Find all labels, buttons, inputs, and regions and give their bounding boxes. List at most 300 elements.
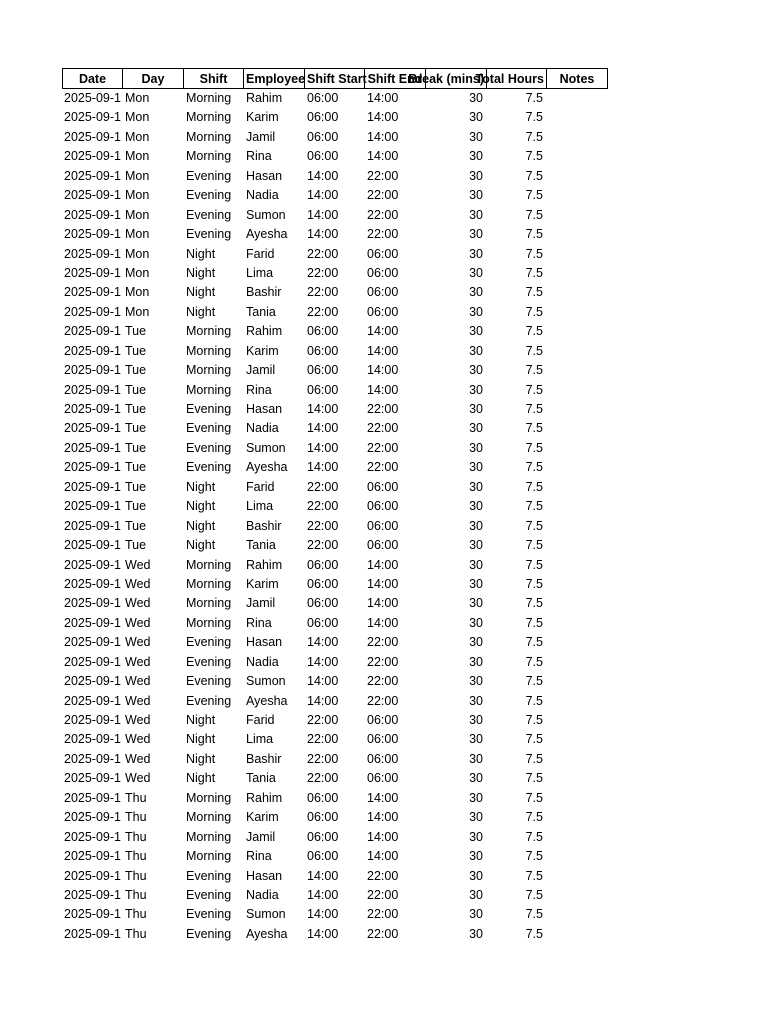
cell-shift[interactable]: Evening [186,654,232,669]
cell-date[interactable]: 2025-09-1 [64,382,121,397]
cell-shift-start[interactable]: 14:00 [307,887,339,902]
cell-break-mins[interactable]: 30 [469,207,483,222]
cell-shift[interactable]: Morning [186,110,232,125]
cell-date[interactable]: 2025-09-1 [64,635,121,650]
cell-employee[interactable]: Lima [246,732,274,747]
cell-break-mins[interactable]: 30 [469,751,483,766]
cell-shift-start[interactable]: 22:00 [307,713,339,727]
cell-date[interactable]: 2025-09-1 [64,402,121,416]
cell-shift[interactable]: Evening [186,460,232,475]
cell-break-mins[interactable]: 30 [469,168,483,183]
cell-shift[interactable]: Morning [186,129,232,144]
cell-notes[interactable] [547,575,608,594]
cell-total-hours[interactable]: 7.5 [525,713,543,727]
cell-shift[interactable]: Morning [186,149,232,164]
cell-day[interactable]: Tue [125,421,147,436]
cell-date[interactable]: 2025-09-1 [64,829,121,844]
cell-shift-end[interactable]: 22:00 [367,207,399,222]
cell-shift-start[interactable]: 22:00 [307,732,339,747]
cell-notes[interactable] [547,497,608,516]
cell-day[interactable]: Tue [125,402,147,416]
cell-employee[interactable]: Farid [246,246,275,261]
cell-shift-start[interactable]: 22:00 [307,499,339,514]
cell-shift-start[interactable]: 14:00 [307,421,339,436]
cell-total-hours[interactable]: 7.5 [525,518,543,533]
cell-notes[interactable] [547,400,608,419]
cell-date[interactable]: 2025-09-1 [64,499,121,514]
cell-total-hours[interactable]: 7.5 [525,363,543,378]
cell-notes[interactable] [547,847,608,866]
cell-shift-start[interactable]: 06:00 [307,849,339,864]
cell-break-mins[interactable]: 30 [469,615,483,630]
cell-notes[interactable] [547,905,608,924]
cell-employee[interactable]: Rahim [246,557,283,572]
cell-shift[interactable]: Evening [186,188,232,203]
cell-shift-end[interactable]: 14:00 [367,810,399,825]
cell-shift-end[interactable]: 14:00 [367,596,399,611]
cell-shift-start[interactable]: 14:00 [307,227,339,242]
cell-shift-start[interactable]: 14:00 [307,635,339,650]
cell-shift-start[interactable]: 06:00 [307,790,339,805]
cell-employee[interactable]: Sumon [246,907,286,922]
header-day[interactable]: Day [123,68,184,89]
cell-date[interactable]: 2025-09-1 [64,868,121,883]
cell-notes[interactable] [547,925,608,944]
cell-employee[interactable]: Sumon [246,207,286,222]
cell-shift-start[interactable]: 06:00 [307,110,339,125]
header-employee[interactable]: Employee [244,68,305,89]
cell-break-mins[interactable]: 30 [469,732,483,747]
cell-date[interactable]: 2025-09-1 [64,596,121,611]
cell-shift-end[interactable]: 22:00 [367,168,399,183]
cell-day[interactable]: Wed [125,557,151,572]
cell-date[interactable]: 2025-09-1 [64,576,121,591]
cell-employee[interactable]: Ayesha [246,926,288,941]
cell-notes[interactable] [547,322,608,341]
cell-shift[interactable]: Night [186,751,216,766]
cell-notes[interactable] [547,167,608,186]
cell-shift-end[interactable]: 22:00 [367,674,399,689]
cell-shift-start[interactable]: 06:00 [307,557,339,572]
cell-notes[interactable] [547,672,608,691]
cell-shift-start[interactable]: 14:00 [307,926,339,941]
cell-date[interactable]: 2025-09-1 [64,440,121,455]
cell-employee[interactable]: Rahim [246,91,283,105]
cell-break-mins[interactable]: 30 [469,499,483,514]
cell-shift[interactable]: Evening [186,868,232,883]
cell-notes[interactable] [547,264,608,283]
cell-employee[interactable]: Rahim [246,324,283,339]
cell-employee[interactable]: Karim [246,810,279,825]
cell-day[interactable]: Thu [125,887,147,902]
cell-break-mins[interactable]: 30 [469,868,483,883]
cell-employee[interactable]: Sumon [246,440,286,455]
cell-notes[interactable] [547,614,608,633]
cell-date[interactable]: 2025-09-1 [64,751,121,766]
cell-day[interactable]: Tue [125,343,147,358]
header-shift-start[interactable]: Shift Start [305,68,365,89]
cell-date[interactable]: 2025-09-1 [64,693,121,708]
cell-shift-start[interactable]: 22:00 [307,285,339,300]
cell-shift-end[interactable]: 14:00 [367,110,399,125]
cell-day[interactable]: Thu [125,829,147,844]
cell-date[interactable]: 2025-09-1 [64,168,121,183]
cell-notes[interactable] [547,886,608,905]
cell-day[interactable]: Thu [125,849,147,864]
cell-notes[interactable] [547,147,608,166]
cell-shift-end[interactable]: 22:00 [367,402,399,416]
cell-shift[interactable]: Morning [186,829,232,844]
cell-break-mins[interactable]: 30 [469,285,483,300]
cell-shift-start[interactable]: 06:00 [307,343,339,358]
cell-date[interactable]: 2025-09-1 [64,771,121,786]
cell-total-hours[interactable]: 7.5 [525,790,543,805]
cell-shift-start[interactable]: 06:00 [307,149,339,164]
header-shift[interactable]: Shift [184,68,244,89]
cell-day[interactable]: Tue [125,363,147,378]
cell-notes[interactable] [547,867,608,886]
cell-shift-start[interactable]: 14:00 [307,440,339,455]
cell-total-hours[interactable]: 7.5 [525,421,543,436]
cell-date[interactable]: 2025-09-1 [64,265,121,280]
cell-day[interactable]: Mon [125,265,150,280]
cell-notes[interactable] [547,789,608,808]
cell-break-mins[interactable]: 30 [469,188,483,203]
cell-shift-end[interactable]: 06:00 [367,751,399,766]
cell-notes[interactable] [547,89,608,108]
cell-day[interactable]: Mon [125,110,150,125]
cell-shift[interactable]: Morning [186,557,232,572]
cell-date[interactable]: 2025-09-1 [64,363,121,378]
cell-date[interactable]: 2025-09-1 [64,887,121,902]
cell-shift[interactable]: Night [186,538,216,553]
cell-date[interactable]: 2025-09-1 [64,343,121,358]
cell-total-hours[interactable]: 7.5 [525,188,543,203]
cell-shift[interactable]: Evening [186,926,232,941]
cell-day[interactable]: Mon [125,168,150,183]
cell-day[interactable]: Tue [125,440,147,455]
cell-shift-start[interactable]: 14:00 [307,402,339,416]
cell-shift-start[interactable]: 06:00 [307,324,339,339]
cell-day[interactable]: Tue [125,460,147,475]
cell-date[interactable]: 2025-09-1 [64,129,121,144]
cell-day[interactable]: Tue [125,518,147,533]
cell-break-mins[interactable]: 30 [469,91,483,105]
cell-shift-end[interactable]: 22:00 [367,654,399,669]
cell-shift-end[interactable]: 14:00 [367,576,399,591]
cell-break-mins[interactable]: 30 [469,363,483,378]
cell-shift-start[interactable]: 14:00 [307,907,339,922]
cell-shift[interactable]: Night [186,246,216,261]
cell-date[interactable]: 2025-09-1 [64,538,121,553]
cell-break-mins[interactable]: 30 [469,810,483,825]
cell-date[interactable]: 2025-09-1 [64,460,121,475]
cell-shift[interactable]: Evening [186,907,232,922]
cell-shift-start[interactable]: 06:00 [307,91,339,105]
cell-date[interactable]: 2025-09-1 [64,810,121,825]
cell-break-mins[interactable]: 30 [469,460,483,475]
cell-employee[interactable]: Hasan [246,868,283,883]
cell-notes[interactable] [547,633,608,652]
cell-notes[interactable] [547,478,608,497]
cell-day[interactable]: Mon [125,129,150,144]
cell-break-mins[interactable]: 30 [469,421,483,436]
cell-notes[interactable] [547,750,608,769]
cell-shift[interactable]: Night [186,771,216,786]
cell-shift-start[interactable]: 06:00 [307,382,339,397]
cell-total-hours[interactable]: 7.5 [525,499,543,514]
cell-break-mins[interactable]: 30 [469,713,483,727]
cell-day[interactable]: Wed [125,635,151,650]
cell-shift-start[interactable]: 14:00 [307,460,339,475]
cell-notes[interactable] [547,594,608,613]
cell-total-hours[interactable]: 7.5 [525,149,543,164]
cell-total-hours[interactable]: 7.5 [525,168,543,183]
cell-shift-start[interactable]: 22:00 [307,246,339,261]
cell-shift[interactable]: Night [186,479,216,494]
cell-employee[interactable]: Tania [246,538,276,553]
cell-date[interactable]: 2025-09-1 [64,421,121,436]
cell-shift-start[interactable]: 22:00 [307,304,339,319]
cell-shift[interactable]: Evening [186,440,232,455]
cell-total-hours[interactable]: 7.5 [525,907,543,922]
cell-employee[interactable]: Lima [246,499,274,514]
cell-total-hours[interactable]: 7.5 [525,732,543,747]
cell-shift[interactable]: Morning [186,382,232,397]
cell-shift[interactable]: Night [186,285,216,300]
cell-shift[interactable]: Morning [186,615,232,630]
cell-day[interactable]: Wed [125,713,151,727]
cell-date[interactable]: 2025-09-1 [64,227,121,242]
cell-notes[interactable] [547,730,608,749]
header-break-mins[interactable]: Break (mins) [426,68,487,89]
cell-shift-start[interactable]: 06:00 [307,810,339,825]
header-date[interactable]: Date [62,68,123,89]
cell-shift[interactable]: Night [186,713,216,727]
cell-notes[interactable] [547,186,608,205]
cell-total-hours[interactable]: 7.5 [525,129,543,144]
cell-shift-end[interactable]: 22:00 [367,693,399,708]
cell-total-hours[interactable]: 7.5 [525,265,543,280]
cell-total-hours[interactable]: 7.5 [525,926,543,941]
cell-notes[interactable] [547,283,608,302]
cell-shift[interactable]: Morning [186,343,232,358]
cell-shift[interactable]: Morning [186,849,232,864]
cell-day[interactable]: Mon [125,246,150,261]
cell-notes[interactable] [547,439,608,458]
cell-shift-end[interactable]: 06:00 [367,246,399,261]
cell-shift-end[interactable]: 06:00 [367,479,399,494]
cell-shift[interactable]: Morning [186,324,232,339]
cell-total-hours[interactable]: 7.5 [525,246,543,261]
cell-notes[interactable] [547,419,608,438]
cell-employee[interactable]: Bashir [246,518,282,533]
cell-day[interactable]: Mon [125,188,150,203]
cell-shift[interactable]: Morning [186,810,232,825]
cell-employee[interactable]: Sumon [246,674,286,689]
cell-day[interactable]: Wed [125,732,151,747]
cell-shift[interactable]: Evening [186,207,232,222]
cell-total-hours[interactable]: 7.5 [525,207,543,222]
cell-shift[interactable]: Morning [186,790,232,805]
cell-shift-end[interactable]: 22:00 [367,907,399,922]
cell-shift[interactable]: Evening [186,227,232,242]
cell-total-hours[interactable]: 7.5 [525,810,543,825]
cell-break-mins[interactable]: 30 [469,771,483,786]
cell-shift-start[interactable]: 06:00 [307,363,339,378]
cell-total-hours[interactable]: 7.5 [525,887,543,902]
cell-total-hours[interactable]: 7.5 [525,285,543,300]
cell-total-hours[interactable]: 7.5 [525,402,543,416]
cell-total-hours[interactable]: 7.5 [525,324,543,339]
cell-total-hours[interactable]: 7.5 [525,557,543,572]
cell-shift[interactable]: Evening [186,168,232,183]
cell-break-mins[interactable]: 30 [469,246,483,261]
cell-notes[interactable] [547,653,608,672]
cell-shift-end[interactable]: 06:00 [367,713,399,727]
cell-employee[interactable]: Hasan [246,168,283,183]
cell-employee[interactable]: Nadia [246,654,279,669]
cell-shift[interactable]: Evening [186,402,232,416]
cell-break-mins[interactable]: 30 [469,926,483,941]
cell-day[interactable]: Wed [125,693,151,708]
cell-employee[interactable]: Jamil [246,596,276,611]
cell-shift-start[interactable]: 14:00 [307,654,339,669]
cell-notes[interactable] [547,381,608,400]
cell-shift[interactable]: Evening [186,887,232,902]
cell-shift-end[interactable]: 22:00 [367,887,399,902]
cell-notes[interactable] [547,711,608,730]
header-shift-end[interactable]: Shift End [365,68,426,89]
cell-total-hours[interactable]: 7.5 [525,343,543,358]
cell-break-mins[interactable]: 30 [469,227,483,242]
cell-break-mins[interactable]: 30 [469,674,483,689]
cell-break-mins[interactable]: 30 [469,149,483,164]
cell-notes[interactable] [547,556,608,575]
cell-employee[interactable]: Jamil [246,829,276,844]
cell-date[interactable]: 2025-09-1 [64,674,121,689]
cell-date[interactable]: 2025-09-1 [64,91,121,105]
cell-shift-start[interactable]: 06:00 [307,129,339,144]
cell-shift[interactable]: Night [186,265,216,280]
cell-shift[interactable]: Night [186,304,216,319]
cell-shift-end[interactable]: 06:00 [367,285,399,300]
cell-shift[interactable]: Night [186,518,216,533]
cell-break-mins[interactable]: 30 [469,402,483,416]
cell-day[interactable]: Tue [125,382,147,397]
cell-shift-start[interactable]: 22:00 [307,771,339,786]
cell-shift[interactable]: Morning [186,576,232,591]
cell-shift-start[interactable]: 14:00 [307,693,339,708]
cell-shift-end[interactable]: 06:00 [367,499,399,514]
cell-shift-start[interactable]: 14:00 [307,168,339,183]
cell-date[interactable]: 2025-09-1 [64,713,121,727]
cell-notes[interactable] [547,342,608,361]
cell-shift-start[interactable]: 14:00 [307,188,339,203]
cell-shift[interactable]: Morning [186,363,232,378]
cell-date[interactable]: 2025-09-1 [64,654,121,669]
cell-shift-end[interactable]: 22:00 [367,188,399,203]
cell-day[interactable]: Tue [125,538,147,553]
cell-date[interactable]: 2025-09-1 [64,304,121,319]
cell-shift-end[interactable]: 14:00 [367,790,399,805]
cell-notes[interactable] [547,361,608,380]
cell-shift-end[interactable]: 06:00 [367,265,399,280]
cell-notes[interactable] [547,808,608,827]
cell-shift[interactable]: Evening [186,674,232,689]
cell-employee[interactable]: Karim [246,110,279,125]
cell-break-mins[interactable]: 30 [469,635,483,650]
cell-break-mins[interactable]: 30 [469,265,483,280]
cell-day[interactable]: Tue [125,324,147,339]
cell-employee[interactable]: Ayesha [246,693,288,708]
cell-employee[interactable]: Rahim [246,790,283,805]
cell-total-hours[interactable]: 7.5 [525,674,543,689]
cell-shift-end[interactable]: 22:00 [367,635,399,650]
cell-day[interactable]: Wed [125,596,151,611]
cell-total-hours[interactable]: 7.5 [525,849,543,864]
cell-total-hours[interactable]: 7.5 [525,693,543,708]
cell-employee[interactable]: Karim [246,576,279,591]
cell-day[interactable]: Tue [125,479,147,494]
cell-total-hours[interactable]: 7.5 [525,304,543,319]
cell-employee[interactable]: Lima [246,265,274,280]
cell-break-mins[interactable]: 30 [469,596,483,611]
cell-employee[interactable]: Bashir [246,285,282,300]
cell-shift-end[interactable]: 22:00 [367,227,399,242]
cell-shift-start[interactable]: 14:00 [307,207,339,222]
cell-date[interactable]: 2025-09-1 [64,615,121,630]
cell-employee[interactable]: Hasan [246,402,283,416]
cell-total-hours[interactable]: 7.5 [525,596,543,611]
cell-day[interactable]: Mon [125,207,150,222]
cell-notes[interactable] [547,769,608,788]
cell-notes[interactable] [547,245,608,264]
header-notes[interactable]: Notes [547,68,608,89]
cell-shift-end[interactable]: 14:00 [367,129,399,144]
cell-shift-start[interactable]: 22:00 [307,538,339,553]
cell-notes[interactable] [547,517,608,536]
cell-break-mins[interactable]: 30 [469,382,483,397]
cell-break-mins[interactable]: 30 [469,538,483,553]
cell-day[interactable]: Wed [125,674,151,689]
cell-shift-end[interactable]: 14:00 [367,849,399,864]
cell-date[interactable]: 2025-09-1 [64,907,121,922]
cell-shift-start[interactable]: 06:00 [307,576,339,591]
cell-total-hours[interactable]: 7.5 [525,91,543,105]
cell-break-mins[interactable]: 30 [469,324,483,339]
cell-shift-start[interactable]: 06:00 [307,596,339,611]
cell-total-hours[interactable]: 7.5 [525,751,543,766]
cell-shift[interactable]: Morning [186,596,232,611]
cell-shift[interactable]: Morning [186,91,232,105]
cell-shift-end[interactable]: 22:00 [367,868,399,883]
cell-employee[interactable]: Farid [246,713,275,727]
cell-shift-end[interactable]: 06:00 [367,732,399,747]
cell-shift-end[interactable]: 06:00 [367,304,399,319]
cell-date[interactable]: 2025-09-1 [64,557,121,572]
cell-employee[interactable]: Rina [246,382,272,397]
cell-break-mins[interactable]: 30 [469,693,483,708]
cell-break-mins[interactable]: 30 [469,557,483,572]
cell-shift-end[interactable]: 22:00 [367,421,399,436]
cell-notes[interactable] [547,206,608,225]
cell-break-mins[interactable]: 30 [469,110,483,125]
cell-day[interactable]: Thu [125,810,147,825]
cell-employee[interactable]: Karim [246,343,279,358]
cell-break-mins[interactable]: 30 [469,887,483,902]
cell-shift-end[interactable]: 14:00 [367,615,399,630]
